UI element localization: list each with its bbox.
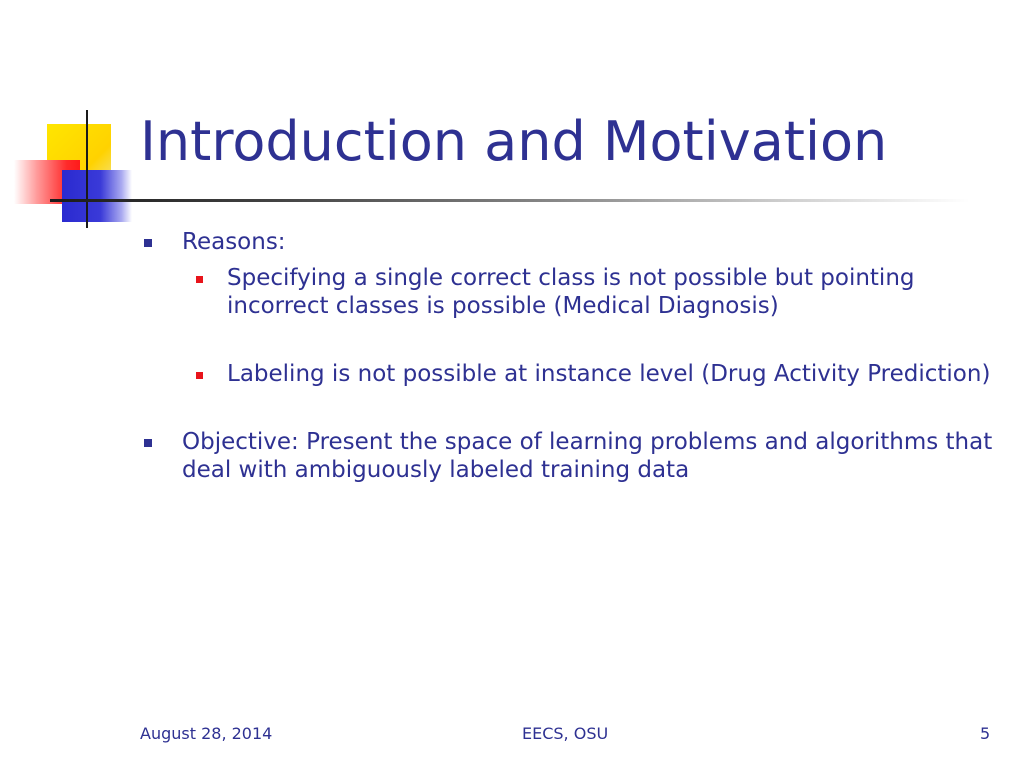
logo-vertical-line xyxy=(86,110,88,228)
bullet-list xyxy=(142,228,1002,484)
slide-title: Introduction and Motivation xyxy=(140,110,888,173)
footer-date: August 28, 2014 xyxy=(140,724,273,743)
footer-organization: EECS, OSU xyxy=(522,724,609,743)
sub-bullet-text: Specifying a single correct class is not possible but pointing incorrect classes is possible (Medical Diagnosis) xyxy=(227,265,915,319)
red-square-bullet-icon xyxy=(196,372,203,379)
bullet-text: Reasons: xyxy=(182,229,286,255)
title-underline xyxy=(50,199,970,202)
bullet-text: Objective: Present the space of learning problems and algorithms that deal with ambiguously labeled training data xyxy=(182,429,993,483)
sub-bullet-item xyxy=(142,360,1002,388)
logo-blue-square xyxy=(62,170,132,222)
square-bullet-icon xyxy=(144,439,152,447)
footer-page-number: 5 xyxy=(980,724,991,743)
bullet-item xyxy=(142,428,1002,484)
bullet-item xyxy=(142,228,1002,256)
square-bullet-icon xyxy=(144,239,152,247)
sub-bullet-item xyxy=(142,264,1002,320)
red-square-bullet-icon xyxy=(196,276,203,283)
sub-bullet-text: Labeling is not possible at instance level (Drug Activity Prediction) xyxy=(227,361,991,387)
